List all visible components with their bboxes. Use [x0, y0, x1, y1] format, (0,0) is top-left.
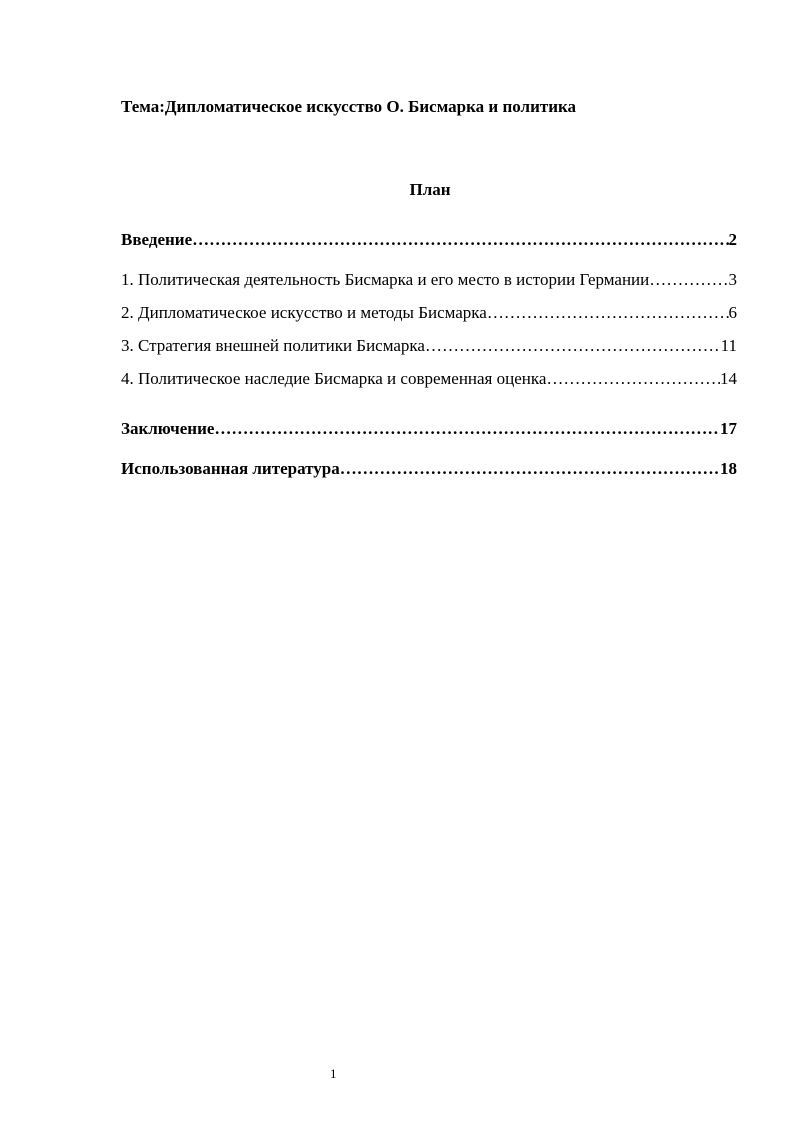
- toc-entry-text: 1. Политическая деятельность Бисмарка и его место в истории Германии: [121, 270, 650, 289]
- toc-entry-chapter-3: [121, 336, 737, 358]
- toc-entry-page: 11: [720, 336, 737, 355]
- toc-entry-text: 4. Политическое наследие Бисмарка и современная оценка: [121, 369, 547, 388]
- toc-leader-dots: [487, 303, 729, 323]
- toc-entry-conclusion: [121, 419, 737, 441]
- toc-entry-text: Заключение: [121, 419, 215, 438]
- toc-leader-dots: [340, 459, 720, 479]
- toc-leader-dots: [214, 419, 720, 439]
- toc-entry-page: 14: [720, 369, 737, 388]
- toc-entry-text: 2. Дипломатическое искусство и методы Бисмарка: [121, 303, 487, 322]
- toc-entry-bibliography: [121, 459, 737, 481]
- toc-entry-page: 3: [728, 270, 737, 289]
- toc-entry-page: 6: [728, 303, 737, 322]
- toc-entry-introduction: [121, 230, 737, 252]
- page-number: 1: [330, 1066, 337, 1081]
- toc-entry-page: 17: [720, 419, 737, 438]
- toc-entry-chapter-4: [121, 369, 737, 391]
- toc-entry-chapter-1: [121, 270, 737, 292]
- toc-entry-text: 3. Стратегия внешней политики Бисмарка: [121, 336, 425, 355]
- toc-leader-dots: [425, 336, 721, 356]
- toc-entry-text: Использованная литература: [121, 459, 340, 478]
- plan-heading: План: [409, 180, 451, 199]
- toc-entry-page: 18: [720, 459, 737, 478]
- toc-leader-dots: [546, 369, 720, 389]
- toc-entry-chapter-2: [121, 303, 737, 325]
- toc-entry-text: Введение: [121, 230, 193, 249]
- toc-leader-dots: [192, 230, 728, 250]
- document-title: Тема:Дипломатическое искусство О. Бисмарка и политика: [121, 97, 577, 116]
- toc-entry-page: 2: [728, 230, 737, 249]
- toc-leader-dots: [649, 270, 728, 290]
